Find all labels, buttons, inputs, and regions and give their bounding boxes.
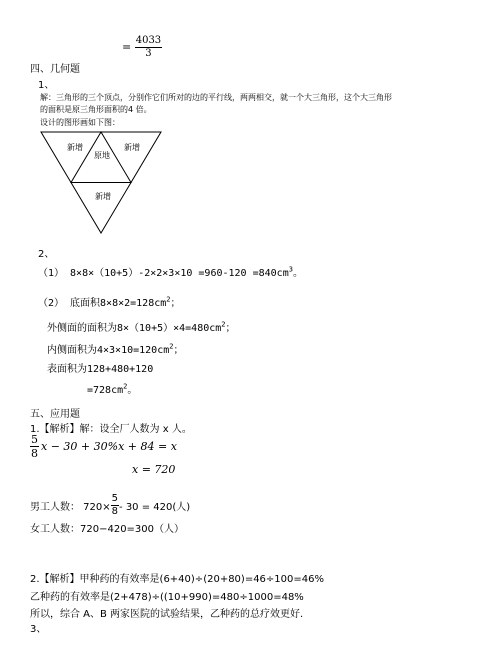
q2-part-1-end: 。 xyxy=(292,268,303,279)
female-workers-line: 女工人数：720−420=300（人） xyxy=(30,524,185,535)
q1-answer-line-2: 的面积是原三角形面积的4 倍。 xyxy=(40,105,152,114)
q2-part-1-text: （1） 8×8×（10+5）-2×2×3×10 =960-120 =840cm xyxy=(38,268,289,279)
cell-right-label: 新增 xyxy=(124,143,140,152)
q2-part-4-end: ； xyxy=(173,345,184,356)
q2-part-4-text: 内侧面积为4×3×10=120cm xyxy=(47,345,170,356)
answer-2-line-1: 2.【解析】甲种药的有效率是(6+40)÷(20+80)=46÷100=46% xyxy=(30,574,324,585)
q2-part-6-end: 。 xyxy=(127,385,138,396)
section-5-title: 五、应用题 xyxy=(30,409,80,420)
eq1-denominator: 8 xyxy=(31,447,38,460)
cell-bottom-label: 新增 xyxy=(95,192,111,201)
eq1-rest: x − 30 + 30%x + 84 = x xyxy=(41,440,177,453)
q2-part-4-sup: 2 xyxy=(169,342,174,351)
fraction-numerator: 4033 xyxy=(135,35,162,46)
q2-part-3-text: 外侧面的面积为8×（10+5）×4=480cm xyxy=(47,323,222,334)
male-suffix: - 30 = 420(人) xyxy=(119,502,191,513)
q2-part-3-sup: 2 xyxy=(221,320,226,329)
q2-part-2 xyxy=(38,294,181,309)
q2-part-2-sup: 2 xyxy=(166,295,171,304)
cell-center-label: 原地 xyxy=(94,151,110,160)
question-1-label: 1、 xyxy=(38,80,55,91)
question-2-label: 2、 xyxy=(38,249,55,260)
q2-part-6-text: =728cm xyxy=(87,385,124,396)
q2-part-6-sup: 2 xyxy=(123,382,128,391)
answer-2-line-2: 乙种药的有效率是(2+478)÷((10+990)=480÷1000=48% xyxy=(30,592,304,603)
triangle-diagram xyxy=(40,131,162,234)
q2-part-1 xyxy=(38,264,303,279)
equals-sign: = xyxy=(122,40,132,54)
fraction-denominator: 3 xyxy=(145,48,152,59)
answer-1-intro: 1.【解析】解：设全厂人数为 x 人。 xyxy=(30,424,192,435)
q1-answer-line-3: 设计的图形画如下图： xyxy=(40,118,120,127)
male-prefix: 男工人数： 720× xyxy=(30,502,111,513)
male-workers-line xyxy=(30,494,190,517)
q2-part-2-end: ； xyxy=(170,298,181,309)
equation-1 xyxy=(30,434,177,459)
answer-2-line-3: 所以，综合 A、B 两家医院的试验结果，乙种药的总疗效更好. xyxy=(30,609,304,620)
q1-answer-line-1: 解：三角形的三个顶点，分别作它们所对的边的平行线，两两相交，就一个大三角形，这个大三角形 xyxy=(40,93,392,102)
q2-part-4 xyxy=(47,341,183,356)
cell-left-label: 新增 xyxy=(67,143,83,152)
equation-2: x = 720 xyxy=(132,463,176,476)
male-numerator: 5 xyxy=(111,493,119,504)
q2-part-3 xyxy=(47,319,236,334)
top-equation xyxy=(122,36,162,59)
q2-part-5: 表面积为128+480+120 xyxy=(47,364,154,375)
section-4-title: 四、几何题 xyxy=(30,64,80,75)
q2-part-1-sup: 3 xyxy=(288,265,293,274)
male-denominator: 8 xyxy=(111,506,119,517)
q2-part-6 xyxy=(87,381,137,396)
q2-part-3-end: ； xyxy=(225,323,236,334)
q2-part-2-text: （2） 底面积8×8×2=128cm xyxy=(38,298,167,309)
answer-3-label: 3、 xyxy=(30,624,47,635)
eq1-numerator: 5 xyxy=(31,433,38,446)
